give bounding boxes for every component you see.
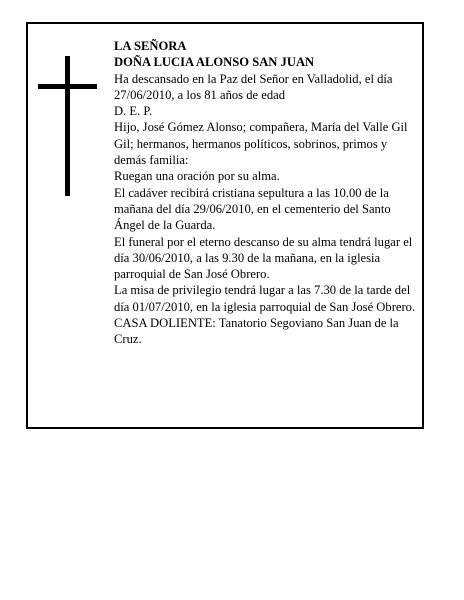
- obituary-text: [114, 38, 418, 348]
- mass-paragraph: La misa de privilegio tendrá lugar a las 7.30 de la tarde del día 01/07/2010, en la iglesia parroquial de San José Obrero.: [114, 283, 416, 314]
- funeral-paragraph: El funeral por el eterno descanso de su alma tendrá lugar el día 30/06/2010, a las 9.30 de la mañana, en la iglesia parroquial de San José Obrero.: [114, 234, 413, 282]
- deceased-name: DOÑA LUCIA ALONSO SAN JUAN: [114, 55, 315, 70]
- prayer-paragraph: Ruegan una oración por su alma.: [114, 169, 280, 184]
- rested-paragraph: Ha descansado en la Paz del Señor en Valladolid, el día 27/06/2010, a los 81 años de edad: [114, 71, 393, 102]
- burial-paragraph: El cadáver recibirá cristiana sepultura a las 10.00 de la mañana del día 29/06/2010, en el cementerio del Santo Ángel de la Guarda.: [114, 185, 391, 233]
- notice-title: LA SEÑORA: [114, 39, 187, 53]
- family-paragraph: Hijo, José Gómez Alonso; compañera, María del Valle Gil Gil; hermanos, hermanos políticos, sobrinos, primos y demás familia:: [114, 120, 408, 168]
- cross-vertical-bar: [65, 56, 70, 196]
- dep-line: D. E. P.: [114, 104, 153, 119]
- mourning-house-paragraph: CASA DOLIENTE: Tanatorio Segoviano San Juan de la Cruz.: [114, 316, 399, 347]
- cross-horizontal-bar: [38, 84, 97, 89]
